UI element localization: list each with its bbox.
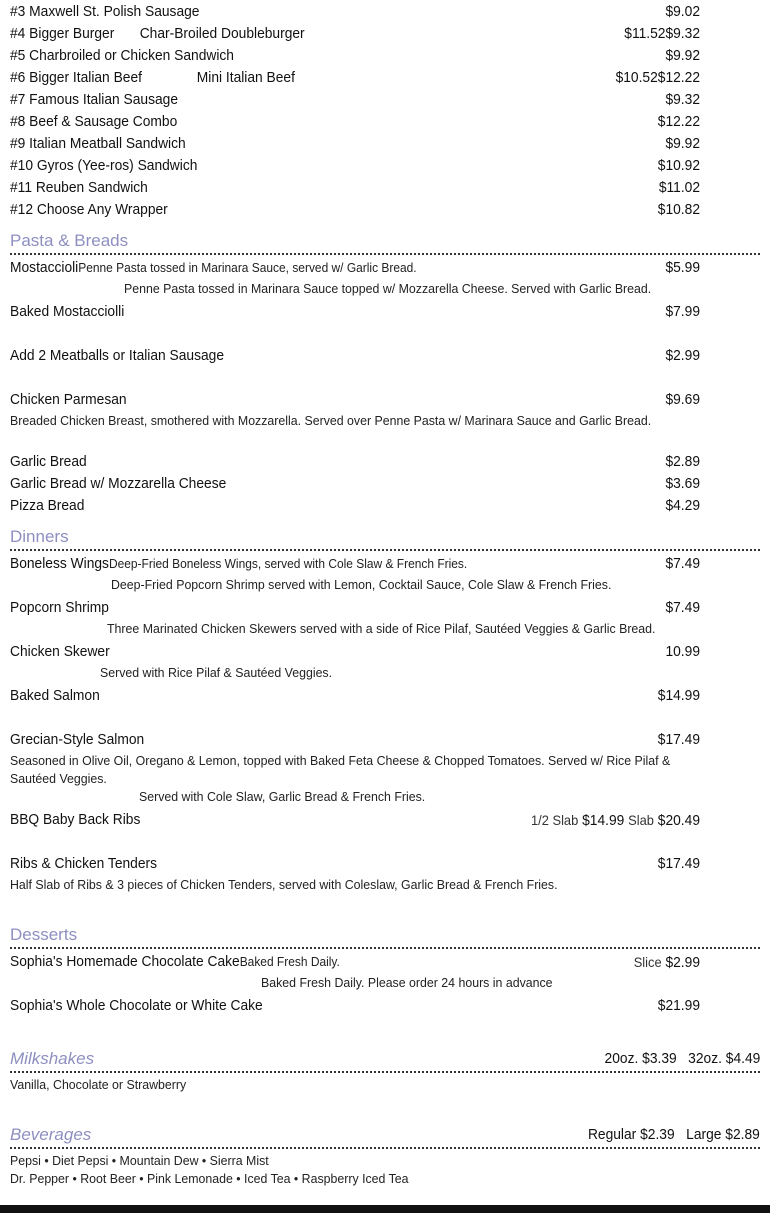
slice-price: $2.99 (665, 954, 700, 971)
item-description: Served with Cole Slaw, Garlic Bread & French Fries. (139, 789, 426, 804)
item-name: #8 Beef & Sausage Combo (10, 113, 178, 130)
item-name: #12 Choose Any Wrapper (10, 201, 168, 218)
size-prices: 20oz. $3.39 32oz. $4.49 (604, 1050, 760, 1067)
menu-item (10, 177, 700, 199)
item-price: $17.49 (657, 855, 700, 872)
item-name: Boneless WingsDeep-Fried Boneless Wings, served with Cole Slaw & French Fries. (10, 555, 468, 572)
menu-item (10, 597, 700, 619)
item-name: Garlic Bread (10, 453, 87, 470)
section-header-dinners (10, 525, 760, 551)
item-price: $2.89 (665, 453, 700, 470)
menu-item (10, 111, 700, 133)
item-price: $9.69 (665, 391, 700, 408)
item-name: BBQ Baby Back Ribs (10, 811, 141, 828)
item-name: #6 Bigger Italian Beef (10, 69, 142, 86)
item-name: Chicken Parmesan (10, 391, 127, 408)
menu-item (10, 67, 700, 89)
menu-item (10, 641, 700, 663)
item-name: #4 Bigger Burger (10, 25, 115, 42)
item-alt-name: Mini Italian Beef (196, 69, 295, 86)
half-slab-label: 1/2 Slab (530, 812, 579, 828)
item-price: 10.99 (665, 643, 700, 660)
item-price: $9.92 (665, 47, 700, 64)
section-title: Desserts (10, 925, 78, 944)
item-name: #5 Charbroiled or Chicken Sandwich (10, 47, 234, 64)
flavor-list: Vanilla, Chocolate or Strawberry (10, 1077, 187, 1092)
slice-label: Slice (633, 954, 662, 970)
menu-item (10, 89, 700, 111)
item-price: $10.82 (657, 201, 700, 218)
menu-item (10, 685, 700, 707)
item-name: Grecian-Style Salmon (10, 731, 145, 748)
item-description: Served with Rice Pilaf & Sautéed Veggies. (100, 665, 333, 680)
item-price: $11.02 (658, 179, 700, 196)
item-name: Add 2 Meatballs or Italian Sausage (10, 347, 225, 364)
item-price: $14.99 (657, 687, 700, 704)
menu-item (10, 257, 700, 279)
item-price: $9.92 (665, 135, 700, 152)
half-slab-price: $14.99 (582, 812, 625, 829)
menu-item (10, 389, 700, 411)
section-header-pasta (10, 229, 760, 255)
menu-item (10, 155, 700, 177)
section-header-milkshakes (10, 1047, 760, 1073)
item-name: Garlic Bread w/ Mozzarella Cheese (10, 475, 227, 492)
item-name: #3 Maxwell St. Polish Sausage (10, 3, 200, 20)
item-alt-name: Char-Broiled Doubleburger (139, 25, 305, 42)
item-price: $7.49 (665, 555, 700, 572)
section-header-desserts (10, 923, 760, 949)
item-name: #9 Italian Meatball Sandwich (10, 135, 186, 152)
item-price: $2.99 (665, 347, 700, 364)
item-name: #10 Gyros (Yee-ros) Sandwich (10, 157, 198, 174)
item-name: #11 Reuben Sandwich (10, 179, 148, 196)
section-title: Pasta & Breads (10, 231, 129, 250)
item-description: Seasoned in Olive Oil, Oregano & Lemon, topped with Baked Feta Cheese & Chopped Tomatoes. Served w/ Rice Pilaf & Sautéed Veggies. (10, 753, 671, 786)
item-price: $21.99 (657, 997, 700, 1014)
menu-item (10, 45, 700, 67)
item-price: $4.29 (665, 497, 700, 514)
menu-item (10, 495, 700, 517)
item-description: Breaded Chicken Breast, smothered with Mozzarella. Served over Penne Pasta w/ Marinara Sauce and Garlic Bread. (10, 413, 652, 428)
item-name: Baked Salmon (10, 687, 100, 704)
item-price: $7.49 (665, 599, 700, 616)
item-name: Ribs & Chicken Tenders (10, 855, 158, 872)
item-price: $17.49 (657, 731, 700, 748)
item-price: $12.22 (657, 113, 700, 130)
item-price: $9.02 (665, 3, 700, 20)
menu-item (10, 553, 700, 575)
beverage-list-line-1: Pepsi • Diet Pepsi • Mountain Dew • Sierra Mist (10, 1153, 269, 1168)
beverage-list-line-2: Dr. Pepper • Root Beer • Pink Lemonade • Iced Tea • Raspberry Iced Tea (10, 1171, 409, 1186)
menu-item (10, 23, 700, 45)
item-description: Baked Fresh Daily. (239, 954, 340, 969)
item-name: Chicken Skewer (10, 643, 110, 660)
menu-item (10, 301, 700, 323)
item-name: MostaccioliPenne Pasta tossed in Marinara Sauce, served w/ Garlic Bread. (10, 259, 417, 276)
section-title: Milkshakes (10, 1049, 95, 1068)
item-description: Deep-Fried Boneless Wings, served with Cole Slaw & French Fries. (108, 556, 468, 571)
item-price: $11.52$9.32 (624, 25, 700, 42)
item-price-group (531, 809, 700, 832)
item-price-group (634, 951, 700, 974)
item-price: $10.52$12.22 (615, 69, 700, 86)
item-description: Deep-Fried Popcorn Shrimp served with Lemon, Cocktail Sauce, Cole Slaw & French Fries. (111, 577, 612, 592)
item-name: Sophia's Whole Chocolate or White Cake (10, 997, 263, 1014)
item-description: Baked Fresh Daily. Please order 24 hours in advance (261, 975, 553, 990)
menu-item (10, 345, 700, 367)
item-description: Half Slab of Ribs & 3 pieces of Chicken Tenders, served with Coleslaw, Garlic Bread & French Fries. (10, 877, 558, 892)
menu-item (10, 951, 700, 973)
menu-item (10, 451, 700, 473)
section-header-beverages (10, 1123, 760, 1149)
full-slab-label: Slab (628, 812, 654, 828)
section-title: Dinners (10, 527, 69, 546)
menu-item (10, 853, 700, 875)
item-description: Three Marinated Chicken Skewers served with a side of Rice Pilaf, Sautéed Veggies & Garlic Bread. (107, 621, 656, 636)
item-price: $9.32 (665, 91, 700, 108)
full-slab-price: $20.49 (657, 812, 700, 829)
item-description: Penne Pasta tossed in Marinara Sauce topped w/ Mozzarella Cheese. Served with Garlic Bread. (124, 281, 652, 296)
size-prices: Regular $2.39 Large $2.89 (588, 1126, 760, 1143)
item-name: Pizza Bread (10, 497, 85, 514)
item-name: Popcorn Shrimp (10, 599, 109, 616)
menu-item (10, 133, 700, 155)
menu-item (10, 995, 700, 1017)
item-price: $3.69 (665, 475, 700, 492)
item-price: $10.92 (657, 157, 700, 174)
item-description: Penne Pasta tossed in Marinara Sauce, served w/ Garlic Bread. (78, 260, 417, 275)
menu-item (10, 1, 700, 23)
menu-item (10, 729, 700, 751)
menu-item (10, 473, 700, 495)
item-name: Sophia's Homemade Chocolate CakeBaked Fresh Daily. (10, 953, 340, 970)
page-bottom-bar (0, 1205, 770, 1213)
section-title: Beverages (10, 1125, 92, 1144)
menu-item (10, 809, 700, 831)
item-price: $7.99 (665, 303, 700, 320)
menu-item (10, 199, 700, 221)
item-name: Baked Mostacciolli (10, 303, 125, 320)
item-price: $5.99 (665, 259, 700, 276)
item-name: #7 Famous Italian Sausage (10, 91, 179, 108)
